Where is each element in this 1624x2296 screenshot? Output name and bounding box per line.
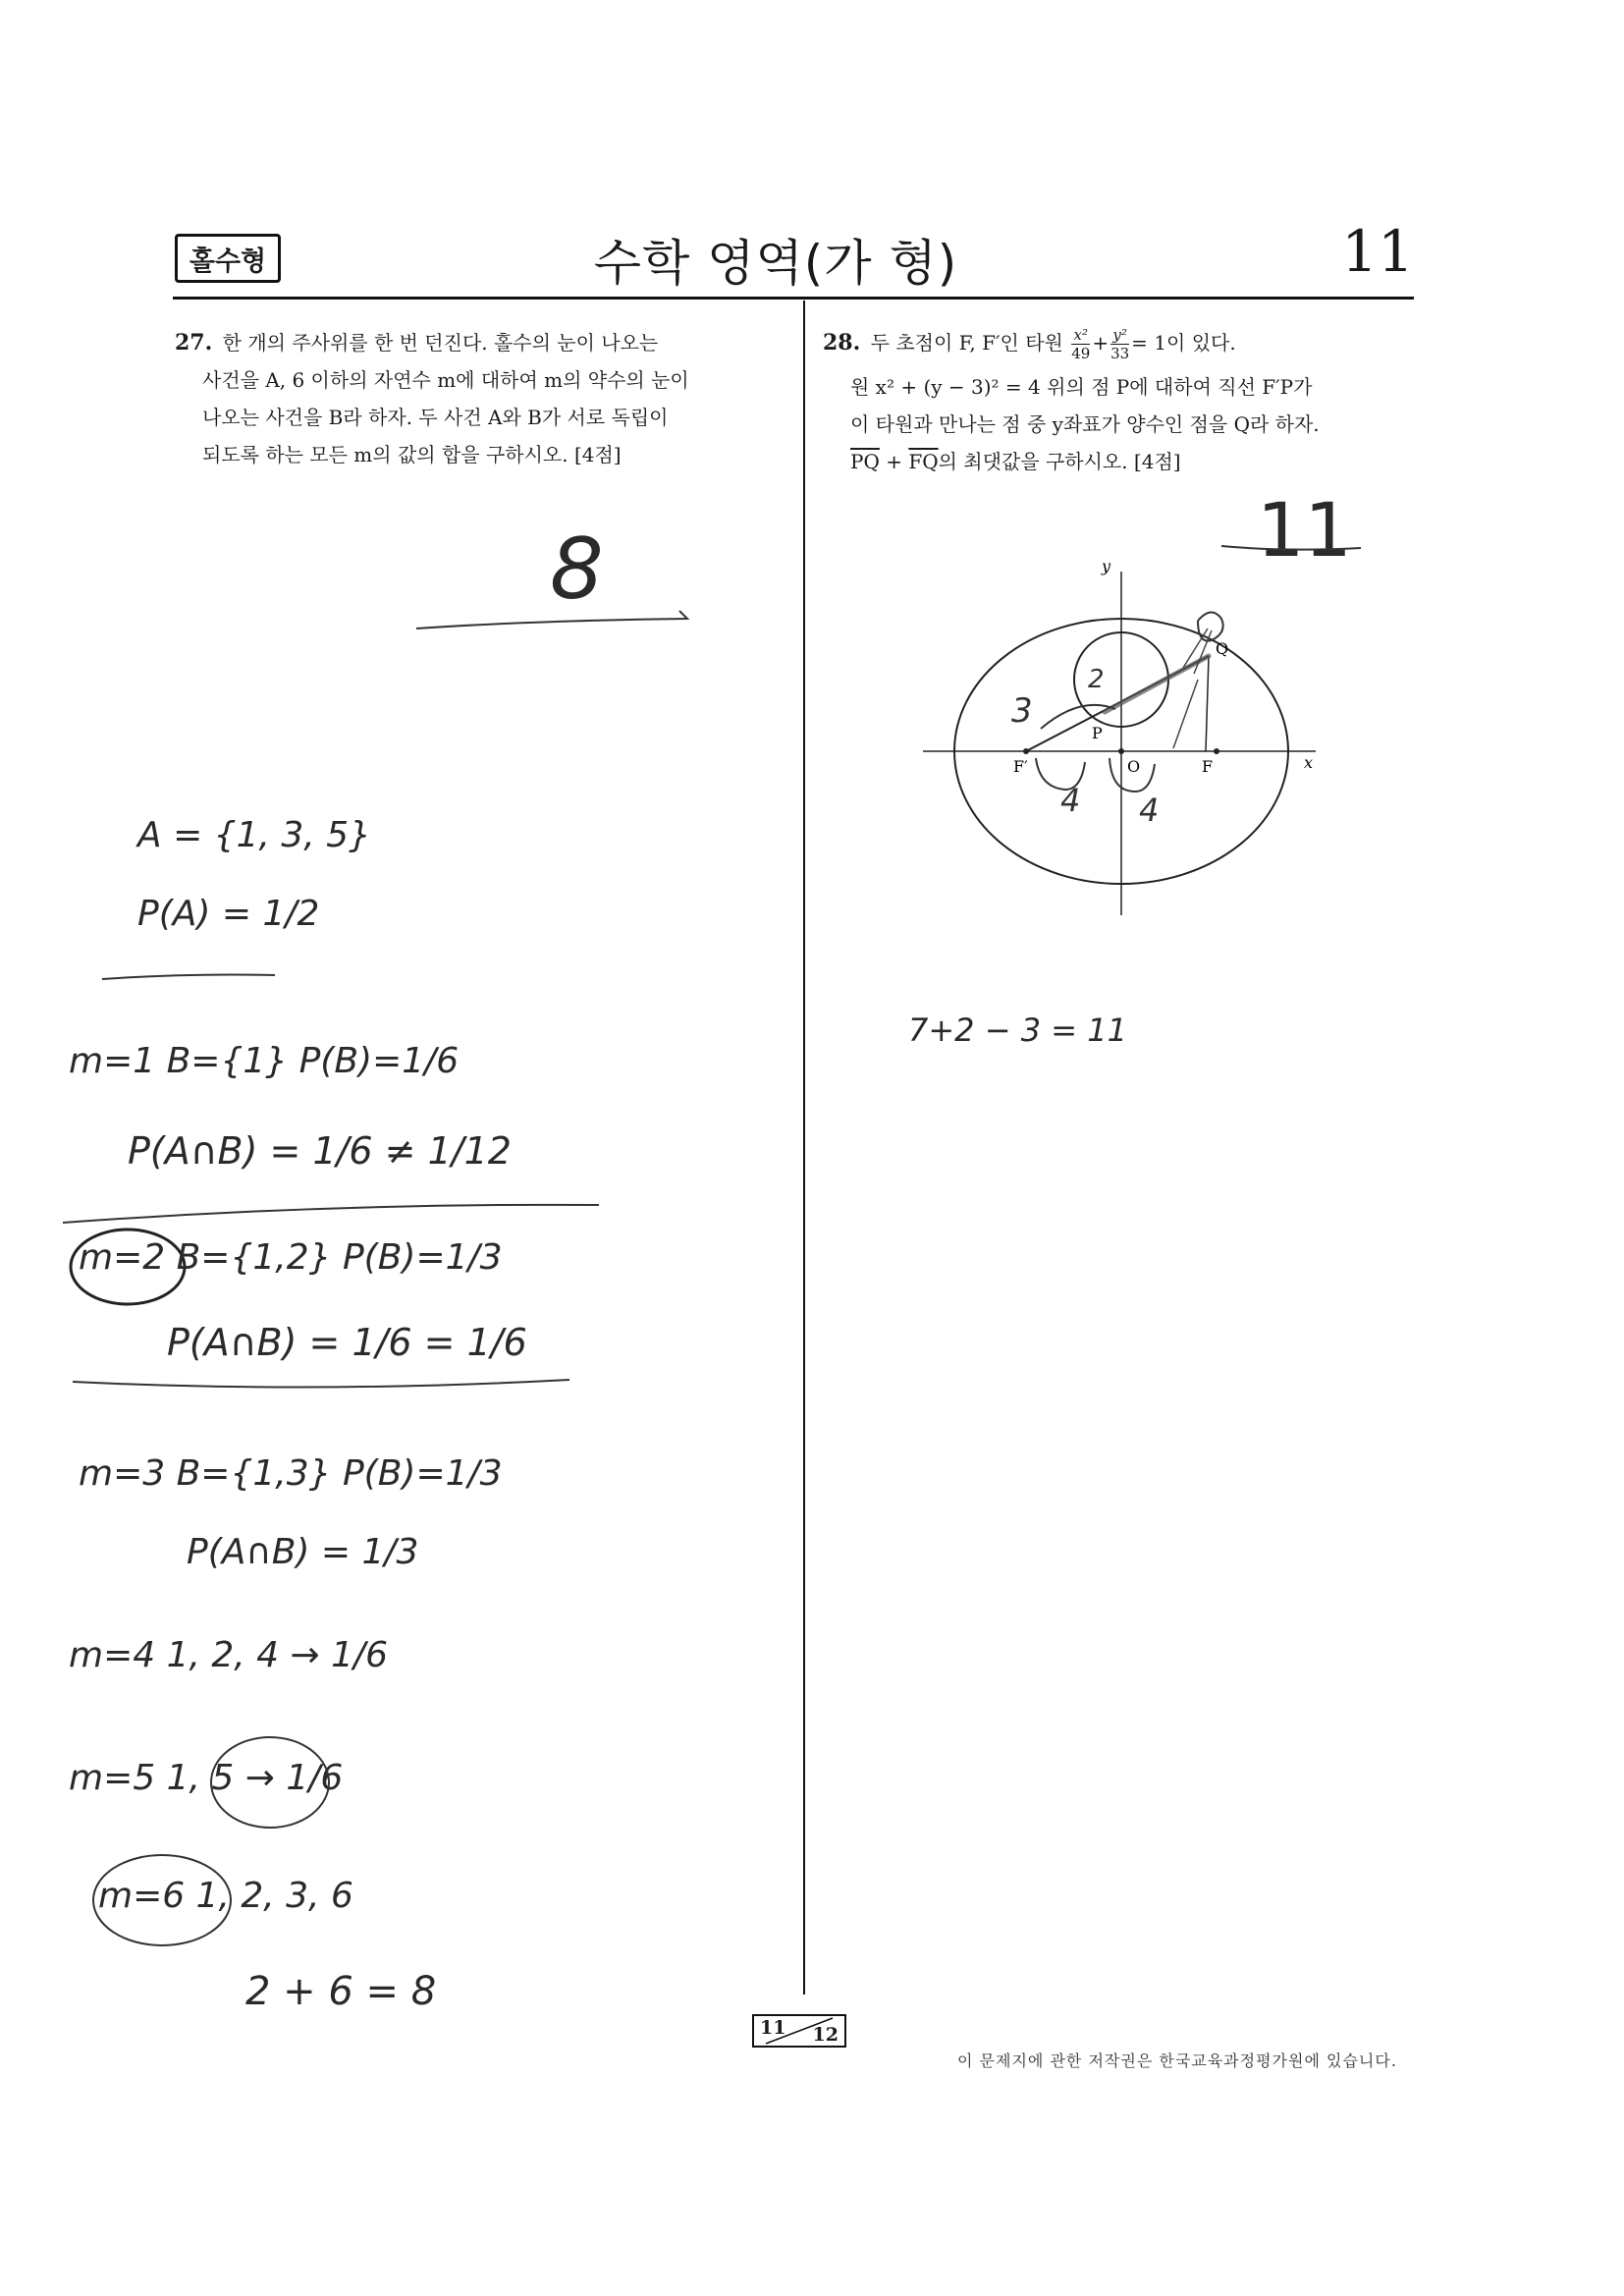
work-line: m=3 B={1,3} P(B)=1/3 bbox=[79, 1453, 503, 1494]
work-line: A = {1, 3, 5} bbox=[137, 815, 371, 855]
page-indicator bbox=[752, 2014, 846, 2048]
label-f: F bbox=[1202, 757, 1214, 776]
question-28-line1-pre: 두 초점이 F, F′인 타원 bbox=[870, 331, 1063, 355]
label-p: P bbox=[1092, 724, 1103, 742]
handwritten-4b: 4 bbox=[1139, 792, 1160, 829]
question-27-line: 나오는 사건을 B라 하자. 두 사건 A와 B가 서로 독립이 bbox=[202, 406, 669, 429]
copyright-notice: 이 문제지에 관한 저작권은 한국교육과정평가원에 있습니다. bbox=[957, 2051, 1397, 2070]
ellipse-figure bbox=[903, 550, 1316, 943]
question-27-line: 되도록 하는 모든 m의 값의 합을 구하시오. [4점] bbox=[202, 443, 622, 466]
label-q: Q bbox=[1216, 639, 1229, 658]
question-28-line: 원 x² + (y − 3)² = 4 위의 점 P에 대하여 직선 F′P가 bbox=[850, 375, 1313, 399]
exam-type-badge: 홀수형 bbox=[175, 234, 281, 283]
handwritten-underline bbox=[412, 599, 707, 638]
question-28-number: 28. bbox=[823, 330, 861, 355]
point-fprime bbox=[1023, 748, 1029, 754]
work-line: m=4 1, 2, 4 → 1/6 bbox=[69, 1635, 389, 1675]
question-27-line: 사건을 A, 6 이하의 자연수 m에 대하여 m의 약수의 눈이 bbox=[202, 368, 689, 392]
plus-sign: + bbox=[1092, 331, 1110, 355]
handwritten-2: 2 bbox=[1088, 665, 1105, 694]
label-fprime: F′ bbox=[1013, 757, 1028, 776]
handwritten-highlight bbox=[1105, 656, 1209, 712]
page-current: 11 bbox=[760, 2017, 786, 2039]
column-divider bbox=[803, 301, 805, 1995]
label-x: x bbox=[1304, 753, 1314, 772]
page-title: 수학 영역(가 형) bbox=[593, 235, 958, 292]
work-divider bbox=[69, 1370, 579, 1399]
plus-sign: + bbox=[879, 450, 909, 473]
handwritten-q-circle bbox=[1198, 612, 1223, 640]
work-line: P(A∩B) = 1/6 ≠ 1/12 bbox=[128, 1129, 512, 1173]
fraction-x2-49: $\frac{\text{x²}}{49}$ bbox=[1071, 326, 1091, 362]
question-28-line: 이 타원과 만나는 점 중 y좌표가 양수인 점을 Q라 하자. bbox=[850, 412, 1320, 436]
segment-pq: $\overline{PQ}$ bbox=[850, 450, 880, 473]
handwritten-answer-28: 11 bbox=[1257, 486, 1352, 574]
handwritten-answer-27: 8 bbox=[550, 520, 604, 619]
point-f bbox=[1214, 748, 1219, 754]
work-line: 2 + 6 = 8 bbox=[245, 1969, 437, 2014]
work-line: P(A∩B) = 1/3 bbox=[187, 1532, 419, 1572]
page-total: 12 bbox=[812, 2024, 839, 2046]
work-line: P(A) = 1/2 bbox=[137, 894, 320, 934]
work-divider bbox=[98, 967, 295, 1007]
work-line: P(A∩B) = 1/6 = 1/6 bbox=[167, 1321, 527, 1364]
question-28-line-end: 의 최댓값을 구하시오. [4점] bbox=[938, 450, 1181, 473]
page-number: 11 bbox=[1341, 218, 1414, 285]
question-27-number: 27. bbox=[175, 330, 213, 355]
work-line: m=6 1, 2, 3, 6 bbox=[98, 1876, 353, 1916]
work-line: m=5 1, 5 → 1/6 bbox=[69, 1758, 344, 1798]
label-y: y bbox=[1102, 557, 1111, 575]
segment-fq: $\overline{FQ}$ bbox=[908, 450, 939, 473]
handwritten-answer-28-underline bbox=[1218, 538, 1365, 558]
segment-fq-line bbox=[1206, 656, 1209, 751]
question-27-line: 한 개의 주사위를 한 번 던진다. 홀수의 눈이 나오는 bbox=[222, 331, 659, 355]
fraction-y2-33: $\frac{\text{y²}}{33}$ bbox=[1110, 326, 1130, 362]
question-28 bbox=[823, 324, 1320, 480]
header-rule bbox=[173, 297, 1414, 300]
origin-point bbox=[1118, 748, 1124, 754]
question-28-line1-post: = 1이 있다. bbox=[1131, 331, 1236, 355]
handwritten-3: 3 bbox=[1011, 691, 1033, 731]
handwritten-4a: 4 bbox=[1060, 782, 1081, 819]
handwritten-calculation: 7+2 − 3 = 11 bbox=[908, 1011, 1127, 1049]
work-circle-m5 bbox=[196, 1728, 344, 1836]
label-o: O bbox=[1127, 757, 1141, 776]
work-line: m=1 B={1} P(B)=1/6 bbox=[69, 1041, 460, 1081]
question-27 bbox=[175, 324, 689, 473]
work-line: m=2 B={1,2} P(B)=1/3 bbox=[79, 1237, 503, 1278]
